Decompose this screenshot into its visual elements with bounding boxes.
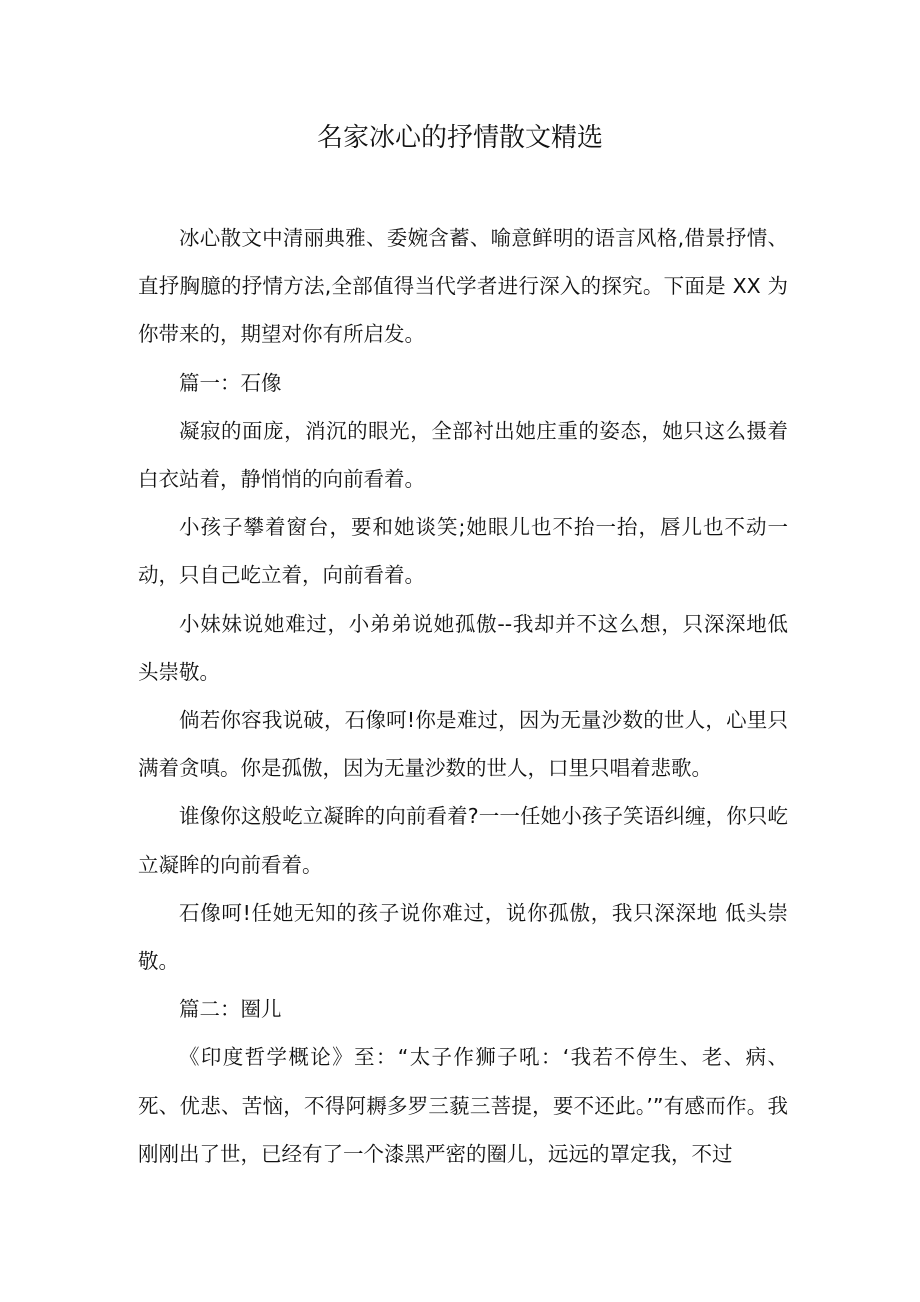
body-paragraph: 小孩子攀着窗台，要和她谈笑;她眼儿也不抬一抬，唇儿也不动一动，只自己屹立着，向前看着。 (138, 515, 788, 588)
document-title: 名家冰心的抒情散文精选 (316, 123, 603, 153)
body-paragraph: 倘若你容我说破，石像呵!你是难过，因为无量沙数的世人，心里只满着贪嗔。你是孤傲，因为无量沙数的世人，口里只唱着悲歌。 (138, 708, 788, 781)
document-body (138, 214, 788, 1178)
section-heading-stone-statue: 篇一：石像 (179, 370, 282, 395)
section-heading-circle: 篇二：圈儿 (179, 997, 282, 1022)
body-paragraph: 小妹妹说她难过，小弟弟说她孤傲--我却并不这么想，只深深地低头崇敬。 (138, 611, 788, 684)
body-paragraph: 凝寂的面庞，消沉的眼光，全部衬出她庄重的姿态，她只这么摄着白衣站着，静悄悄的向前看着。 (138, 418, 788, 492)
intro-paragraph: 冰心散文中清丽典雅、委婉含蓄、喻意鲜明的语言风格,借景抒情、直抒胸臆的抒情方法,全部值得当代学者进行深入的探究。下面是 XX 为你带来的，期望对你有所启发。 (138, 226, 788, 347)
body-paragraph: 谁像你这般屹立凝眸的向前看着?一一任她小孩子笑语纠缠，你只屹立凝眸的向前看着。 (138, 804, 788, 877)
body-paragraph: 石像呵!任她无知的孩子说你难过，说你孤傲，我只深深地 低头崇敬。 (138, 900, 788, 974)
body-paragraph: 《印度哲学概论》至：“太子作狮子吼：‘我若不停生、老、病、死、优悲、苦恼，不得阿耨多罗三藐三菩提，要不还此。’”有感而作。我刚刚出了世，已经有了一个漆黑严密的圈儿，远远的罩定我，不过 (138, 1045, 788, 1166)
